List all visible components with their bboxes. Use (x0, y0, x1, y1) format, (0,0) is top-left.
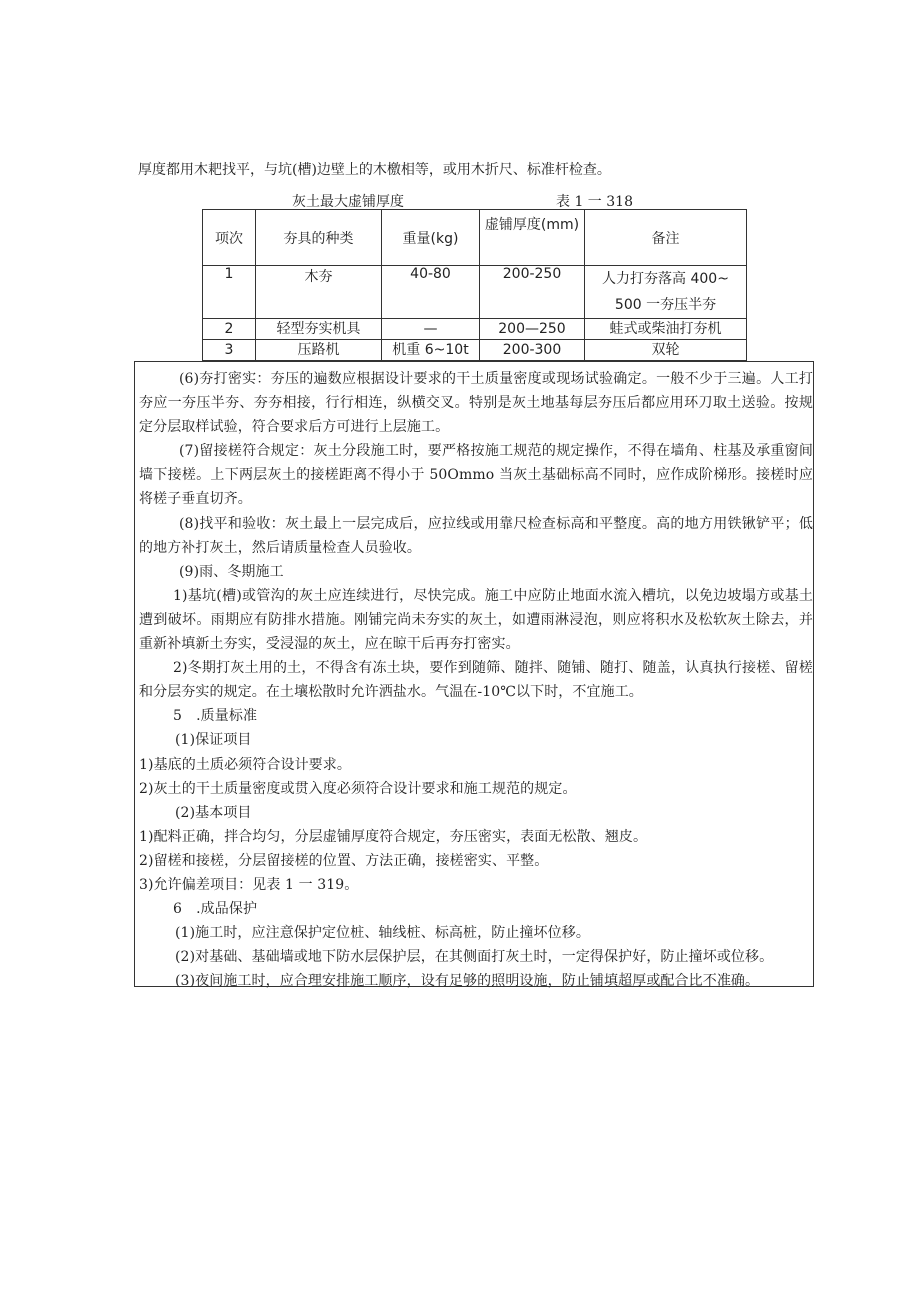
subsection-guarantee: (1)保证项目 (175, 732, 252, 749)
list-item: (1)施工时，应注意保护定位桩、轴线桩、标高桩，防止撞坏位移。 (175, 925, 590, 942)
list-item: 2)灰土的干土质量密度或贯入度必须符合设计要求和施工规范的规定。 (139, 780, 577, 797)
cell-item: 2 (203, 319, 256, 340)
header-type: 夯具的种类 (256, 210, 382, 266)
cell-weight: 机重 6~10t (382, 340, 480, 361)
cell-note (585, 266, 747, 319)
list-item: 1)配料正确，拌合均匀，分层虚铺厚度符合规定，夯压密实，表面无松散、翘皮。 (139, 828, 648, 845)
header-weight: 重量(kg) (382, 210, 480, 266)
note-line: 人力打夯落高 400~ (602, 271, 729, 287)
header-item: 项次 (203, 210, 256, 266)
table-row (203, 266, 747, 319)
paragraph-tamping: (6)夯打密实：夯压的遍数应根据设计要求的干土质量密度或现场试验确定。一般不少于三遍。人工打夯应一夯压半夯、夯夯相接，行行相连，纵横交叉。特别是灰土地基每层夯压后都应用环刀取土送验。按规定分层取样试验，符合要求后方可进行上层施工。 (139, 371, 813, 436)
paragraph-rain-winter-heading: (9)雨、冬期施工 (179, 563, 284, 580)
list-item: 3)允许偏差项目：见表 1 一 319。 (139, 876, 359, 893)
note-line: 500 一夯压半夯 (614, 297, 717, 313)
cell-item: 1 (203, 266, 256, 319)
paragraph-joint: (7)留接槎符合规定：灰土分段施工时，要严格按施工规范的规定操作，不得在墙角、柱基及承重窗间墙下接槎。上下两层灰土的接槎距离不得小于 50Ommo 当灰土基础标高不同时，应作成阶梯形。接槎时应将槎子垂直切齐。 (139, 443, 813, 508)
cell-item: 3 (203, 340, 256, 361)
cell-type: 木夯 (256, 266, 382, 319)
cell-weight: — (382, 319, 480, 340)
header-thickness: 虚铺厚度(mm) (480, 210, 585, 266)
tamping-thickness-table (202, 209, 747, 361)
cell-type: 轻型夯实机具 (256, 319, 382, 340)
list-item: 1)基底的土质必须符合设计要求。 (139, 756, 351, 773)
intro-paragraph: 厚度都用木耙找平，与坑(槽)边壁上的木檄相等，或用木折尺、标准杆检查。 (138, 162, 611, 178)
section-quality-standard: 5 .质量标准 (173, 708, 258, 725)
table-title: 灰土最大虚铺厚度 (292, 194, 404, 210)
table-row (203, 340, 747, 361)
paragraph-rain-season: 1)基坑(槽)或管沟的灰土应连续进行，尽快完成。施工中应防止地面水流入槽坑，以免边坡塌方或基土遭到破坏。雨期应有防排水措施。刚铺完尚未夯实的灰土，如遭雨淋浸泡，则应将积水及松软灰土除去，并重新补填新土夯实，受浸湿的灰土，应在晾干后再夯打密实。 (139, 587, 813, 653)
list-item: (2)对基础、基础墙或地下防水层保护层，在其侧面打灰土时，一定得保护好，防止撞坏或位移。 (175, 949, 774, 966)
subsection-basic: (2)基本项目 (175, 804, 252, 821)
list-item: 2)留槎和接槎，分层留接槎的位置、方法正确，接槎密实、平整。 (139, 852, 549, 869)
section-product-protection: 6 .成品保护 (173, 901, 258, 918)
paragraph-leveling: (8)找平和验收：灰土最上一层完成后，应拉线或用靠尺检查标高和平整度。高的地方用铁锹铲平；低的地方补打灰土，然后请质量检查人员验收。 (139, 515, 813, 556)
table-header-row (203, 210, 747, 266)
cell-note: 双轮 (585, 340, 747, 361)
content-box (134, 361, 814, 990)
cell-note: 蛙式或柴油打夯机 (585, 319, 747, 340)
cell-weight: 40-80 (382, 266, 480, 319)
header-note: 备注 (585, 210, 747, 266)
cell-thickness: 200-300 (480, 340, 585, 361)
cell-thickness: 200—250 (480, 319, 585, 340)
cell-type: 压路机 (256, 340, 382, 361)
table-number: 表 1 一 318 (556, 194, 633, 210)
paragraph-winter-season: 2)冬期打灰土用的土，不得含有冻土块，要作到随筛、随拌、随铺、随打、随盖，认真执行接槎、留槎和分层夯实的规定。在土壤松散时允许洒盐水。气温在-10℃以下时，不宜施工。 (139, 660, 813, 701)
list-item: (3)夜间施工时，应合理安排施工顺序，设有足够的照明设施，防止铺填超厚或配合比不准确。 (175, 973, 760, 990)
table-row (203, 319, 747, 340)
cell-thickness: 200-250 (480, 266, 585, 319)
